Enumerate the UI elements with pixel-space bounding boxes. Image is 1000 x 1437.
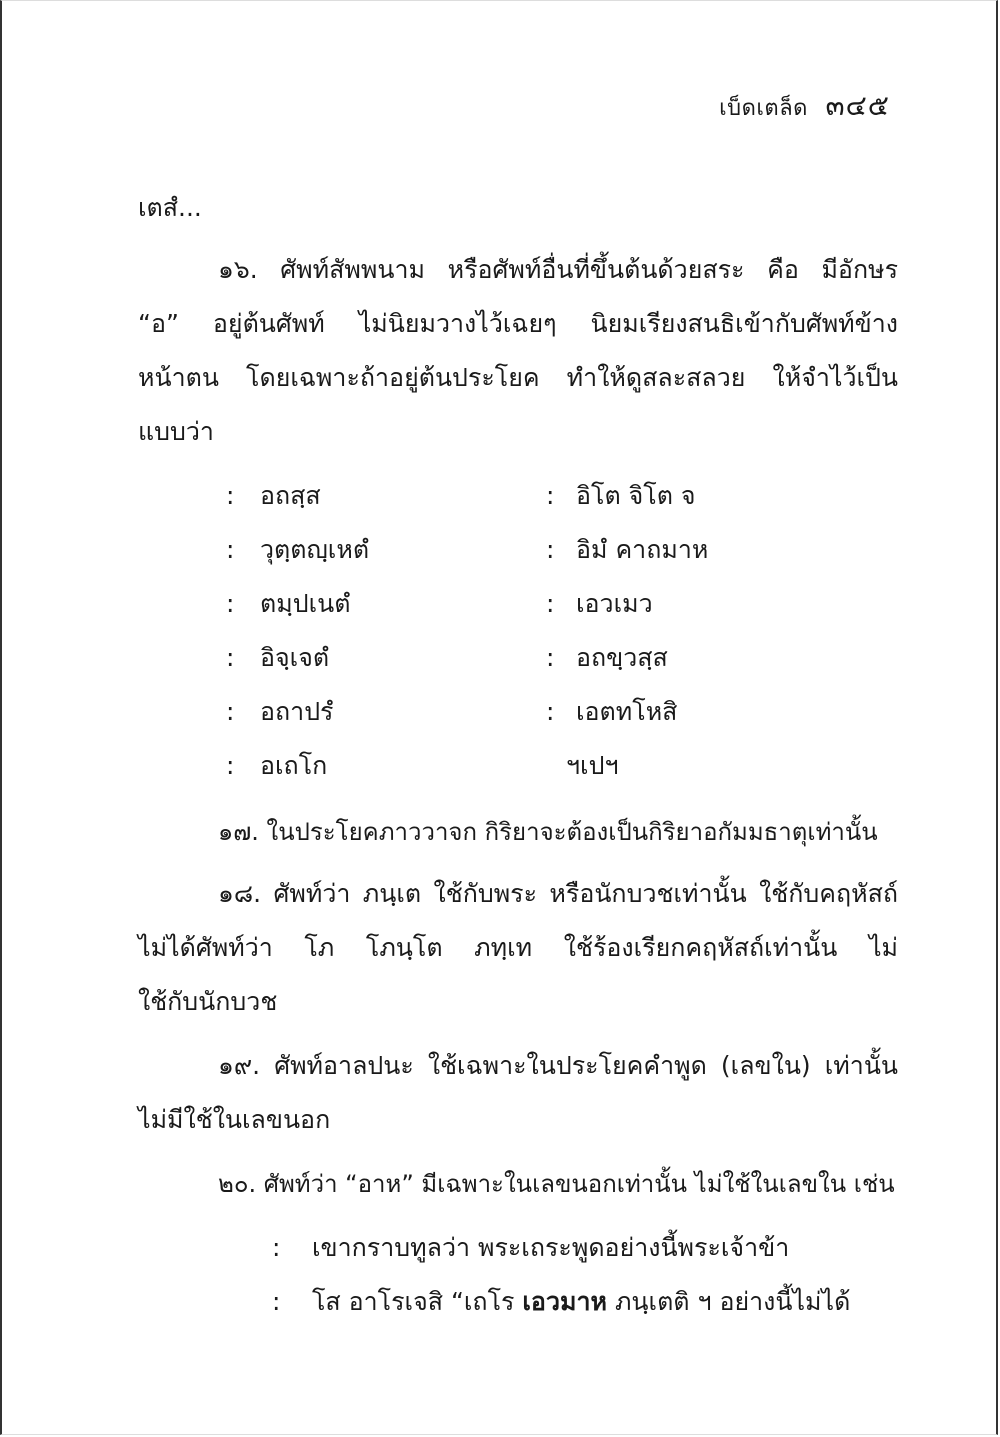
rule16-line2: “อ” อยู่ต้นศัพท์ ไม่นิยมวางไว้เฉยๆ นิยมเรียงสนธิเข้ากับศัพท์ข้าง bbox=[138, 309, 898, 338]
rule16-line1: ๑๖. ศัพท์สัพพนาม หรือศัพท์อื่นที่ขึ้นต้นด้วยสระ คือ มีอักษร bbox=[218, 255, 898, 284]
list-colon: : bbox=[226, 643, 235, 672]
rule20-example1: เขากราบทูลว่า พระเถระพูดอย่างนี้พระเจ้าข้า bbox=[312, 1233, 790, 1262]
list-colon: : bbox=[226, 697, 235, 726]
list-colon: : bbox=[546, 643, 555, 672]
list-colon: : bbox=[546, 481, 555, 510]
list-colon: : bbox=[226, 481, 235, 510]
example-left-6: อเถโก bbox=[260, 751, 328, 780]
example-left-2: วุตฺตญฺเหตํ bbox=[260, 535, 370, 564]
list-colon: : bbox=[546, 697, 555, 726]
example-ellipsis: ฯเปฯ bbox=[566, 751, 619, 780]
rule16-line4: แบบว่า bbox=[138, 417, 214, 446]
list-colon: : bbox=[226, 751, 235, 780]
rule18-line1: ๑๘. ศัพท์ว่า ภนฺเต ใช้กับพระ หรือนักบวชเท่านั้น ใช้กับคฤหัสถ์ bbox=[218, 879, 898, 908]
header-title: เบ็ดเตล็ด bbox=[719, 96, 808, 121]
rule18-line3: ใช้กับนักบวช bbox=[138, 987, 278, 1016]
rule16-line3: หน้าตน โดยเฉพาะถ้าอยู่ต้นประโยค ทำให้ดูสละสลวย ให้จำไว้เป็น bbox=[138, 363, 898, 392]
example-right-1: อิโต จิโต จ bbox=[576, 481, 696, 510]
intro-text: เตสํ... bbox=[138, 193, 202, 222]
example2-suffix: ภนฺเตติ ฯ อย่างนี้ไม่ได้ bbox=[614, 1287, 851, 1316]
rule19-line1: ๑๙. ศัพท์อาลปนะ ใช้เฉพาะในประโยคคำพูด (เลขใน) เท่านั้น bbox=[218, 1051, 898, 1080]
example-left-5: อถาปรํ bbox=[260, 697, 334, 726]
example2-prefix: โส อาโรเจสิ “เถโร bbox=[312, 1287, 515, 1316]
list-colon: : bbox=[546, 535, 555, 564]
list-colon: : bbox=[226, 535, 235, 564]
rule20-example2 bbox=[312, 1282, 850, 1322]
example2-highlight: เอวมาห bbox=[522, 1287, 607, 1316]
example-right-5: เอตทโหสิ bbox=[576, 697, 678, 726]
list-colon: : bbox=[272, 1287, 281, 1316]
list-colon: : bbox=[226, 589, 235, 618]
example-left-3: ตมฺปเนตํ bbox=[260, 589, 351, 618]
rule19-line2: ไม่มีใช้ในเลขนอก bbox=[138, 1105, 331, 1134]
list-colon: : bbox=[546, 589, 555, 618]
example-left-4: อิจฺเจตํ bbox=[260, 643, 330, 672]
rule18-line2: ไม่ได้ศัพท์ว่า โภ โภนฺโต ภทฺเท ใช้ร้องเรียกคฤหัสถ์เท่านั้น ไม่ bbox=[138, 933, 898, 962]
example-right-3: เอวเมว bbox=[576, 589, 653, 618]
running-header bbox=[719, 84, 890, 128]
example-left-1: อถสฺส bbox=[260, 481, 321, 510]
rule17: ๑๗. ในประโยคภาววาจก กิริยาจะต้องเป็นกิริยาอกัมมธาตุเท่านั้น bbox=[218, 818, 878, 846]
example-right-4: อถขฺวสฺส bbox=[576, 643, 668, 672]
list-colon: : bbox=[272, 1233, 281, 1262]
page-number: ๓๔๕ bbox=[825, 89, 890, 122]
example-right-2: อิมํ คาถมาห bbox=[576, 535, 709, 564]
rule20-line1: ๒๐. ศัพท์ว่า “อาห” มีเฉพาะในเลขนอกเท่านั้น ไม่ใช้ในเลขใน เช่น bbox=[218, 1170, 895, 1198]
